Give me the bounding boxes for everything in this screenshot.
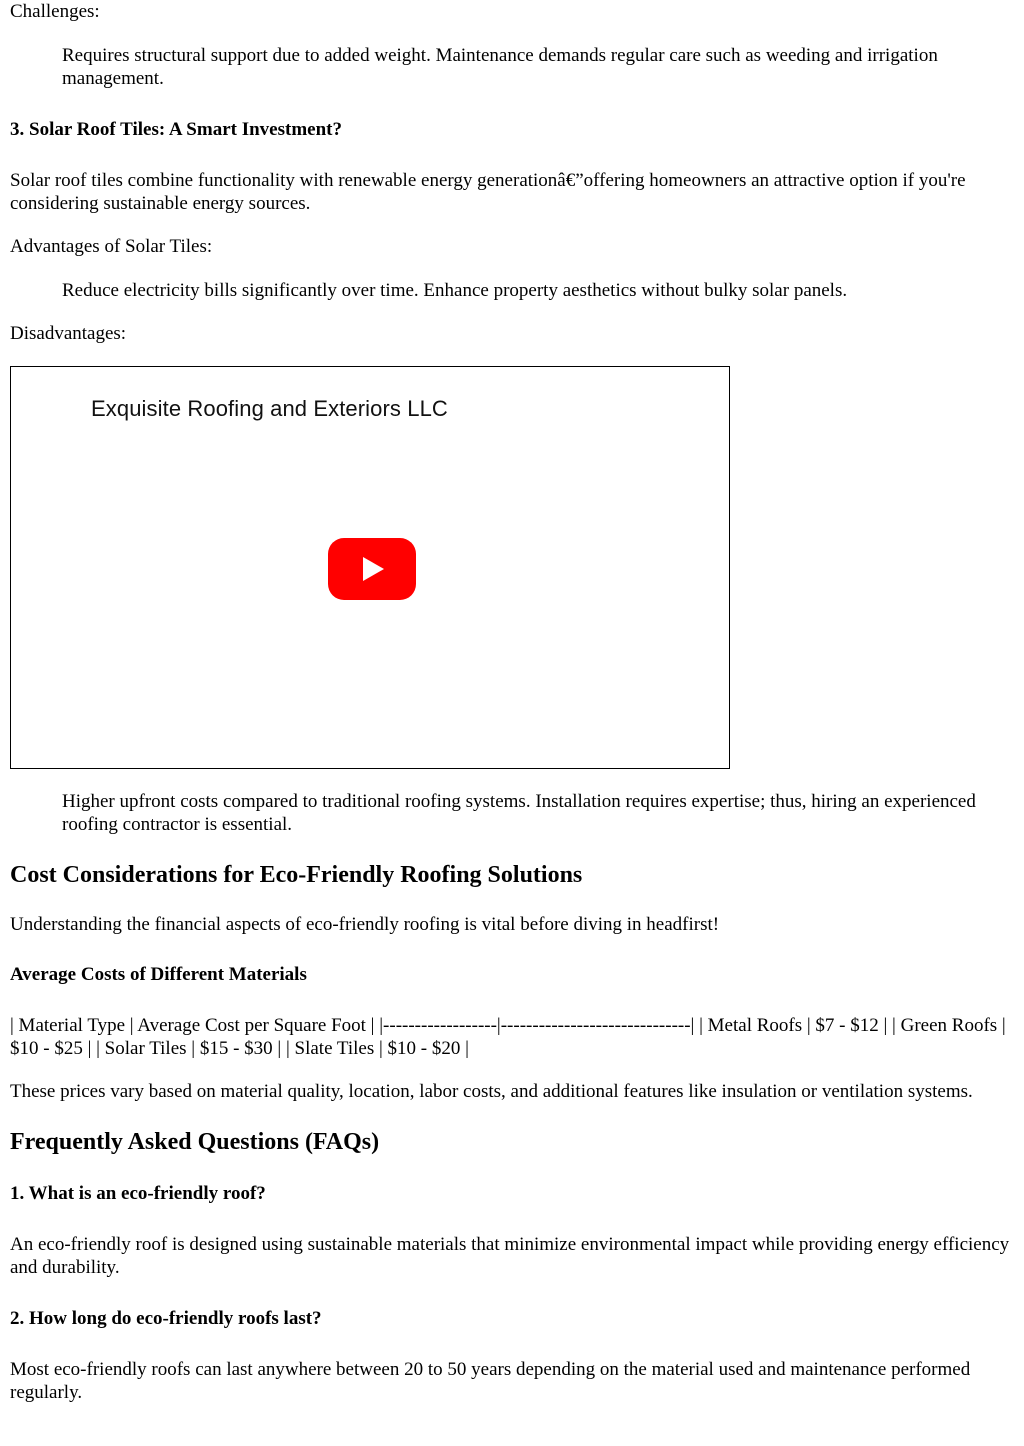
cost-table-text: | Material Type | Average Cost per Square Foot | |------------------|------------------------------| | Metal Roofs | $7 - $12 | | Green Roofs | $10 - $25 | | Solar Tiles | $15 - $30 | | Slate Tiles | $10 - $20 |: [10, 1015, 1006, 1059]
solar-heading: 3. Solar Roof Tiles: A Smart Investment?: [10, 119, 342, 140]
faq-question-2: 2. How long do eco-friendly roofs last?: [10, 1308, 322, 1329]
faq-answer-2: Most eco-friendly roofs can last anywhere between 20 to 50 years depending on the material used and maintenance performed regularly.: [10, 1359, 971, 1403]
faq-question-1: 1. What is an eco-friendly roof?: [10, 1183, 266, 1204]
faq-heading: Frequently Asked Questions (FAQs): [10, 1129, 380, 1155]
challenges-heading: Challenges:: [10, 1, 100, 22]
cost-intro: Understanding the financial aspects of eco-friendly roofing is vital before diving in headfirst!: [10, 914, 720, 935]
cost-note: These prices vary based on material quality, location, labor costs, and additional features like insulation or ventilation systems.: [10, 1081, 973, 1102]
play-button[interactable]: [328, 538, 416, 600]
video-embed[interactable]: [10, 366, 730, 769]
disadvantages-label: Disadvantages:: [10, 323, 127, 344]
advantages-label: Advantages of Solar Tiles:: [10, 236, 213, 257]
challenges-text: Requires structural support due to added weight. Maintenance demands regular care such as weeding and irrigation management.: [62, 45, 938, 89]
cost-heading: Cost Considerations for Eco-Friendly Roofing Solutions: [10, 862, 583, 888]
video-title[interactable]: Exquisite Roofing and Exteriors LLC: [91, 396, 448, 421]
disadvantages-text: Higher upfront costs compared to traditional roofing systems. Installation requires expertise; thus, hiring an experienced roofing contractor is essential.: [62, 791, 976, 835]
play-icon[interactable]: [328, 538, 416, 600]
solar-intro: Solar roof tiles combine functionality with renewable energy generationâ€”offering homeowners an attractive option if you're considering sustainable energy sources.: [10, 170, 966, 214]
faq-answer-1: An eco-friendly roof is designed using sustainable materials that minimize environmental impact while providing energy efficiency and durability.: [10, 1234, 1010, 1278]
avg-costs-heading: Average Costs of Different Materials: [10, 964, 307, 985]
advantages-text: Reduce electricity bills significantly over time. Enhance property aesthetics without bulky solar panels.: [62, 280, 848, 301]
